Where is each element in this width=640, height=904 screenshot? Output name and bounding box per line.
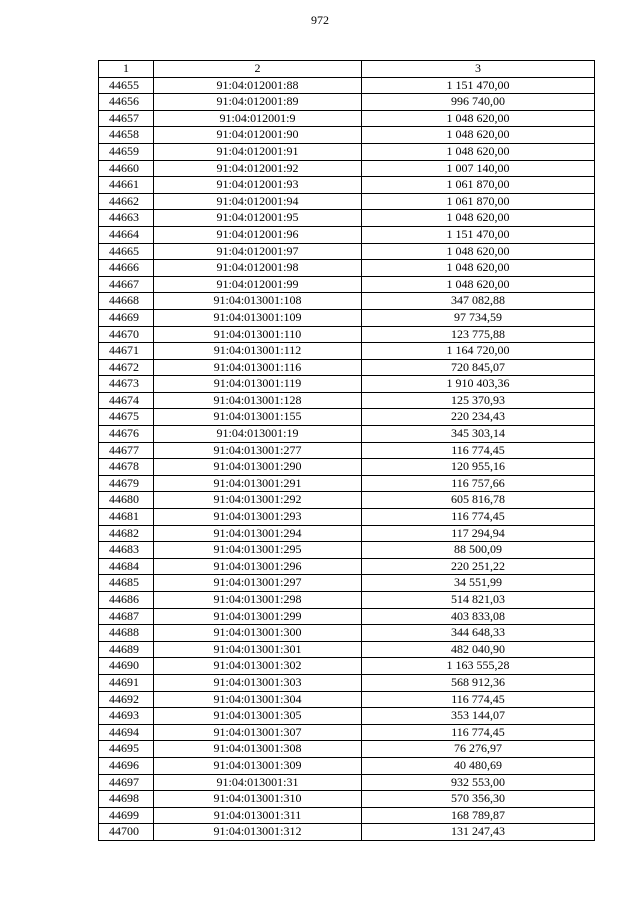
row-number-cell: 44657	[99, 110, 154, 127]
cadastral-number-cell: 91:04:012001:93	[154, 177, 362, 194]
table-row	[99, 77, 595, 94]
cadastral-value-cell: 40 480,69	[362, 757, 595, 774]
row-number-cell: 44693	[99, 708, 154, 725]
cadastral-value-cell: 568 912,36	[362, 674, 595, 691]
table-row	[99, 542, 595, 559]
row-number-cell: 44697	[99, 774, 154, 791]
row-number-cell: 44676	[99, 426, 154, 443]
cadastral-number-cell: 91:04:013001:277	[154, 442, 362, 459]
cadastral-value-cell: 570 356,30	[362, 791, 595, 808]
cadastral-value-cell: 996 740,00	[362, 94, 595, 111]
row-number-cell: 44658	[99, 127, 154, 144]
row-number-cell: 44674	[99, 392, 154, 409]
table-row	[99, 475, 595, 492]
column-header-3: 3	[362, 61, 595, 78]
cadastral-number-cell: 91:04:012001:91	[154, 143, 362, 160]
cadastral-value-cell: 932 553,00	[362, 774, 595, 791]
table-row	[99, 276, 595, 293]
row-number-cell: 44683	[99, 542, 154, 559]
table-row	[99, 641, 595, 658]
cadastral-value-cell: 220 251,22	[362, 558, 595, 575]
cadastral-value-cell: 514 821,03	[362, 592, 595, 609]
row-number-cell: 44670	[99, 326, 154, 343]
row-number-cell: 44691	[99, 674, 154, 691]
cadastral-number-cell: 91:04:012001:98	[154, 260, 362, 277]
cadastral-number-cell: 91:04:013001:110	[154, 326, 362, 343]
table-body	[99, 77, 595, 840]
cadastral-value-cell: 1 048 620,00	[362, 260, 595, 277]
cadastral-value-cell: 1 048 620,00	[362, 243, 595, 260]
table-row	[99, 309, 595, 326]
cadastral-number-cell: 91:04:013001:294	[154, 525, 362, 542]
row-number-cell: 44681	[99, 509, 154, 526]
cadastral-number-cell: 91:04:013001:301	[154, 641, 362, 658]
row-number-cell: 44679	[99, 475, 154, 492]
cadastral-value-cell: 1 910 403,36	[362, 376, 595, 393]
cadastral-number-cell: 91:04:013001:302	[154, 658, 362, 675]
row-number-cell: 44699	[99, 807, 154, 824]
cadastral-number-cell: 91:04:013001:296	[154, 558, 362, 575]
cadastral-number-cell: 91:04:013001:298	[154, 592, 362, 609]
cadastral-value-cell: 76 276,97	[362, 741, 595, 758]
table-row	[99, 741, 595, 758]
cadastral-value-cell: 605 816,78	[362, 492, 595, 509]
cadastral-number-cell: 91:04:012001:88	[154, 77, 362, 94]
table-row	[99, 110, 595, 127]
cadastral-value-cell: 1 061 870,00	[362, 177, 595, 194]
cadastral-number-cell: 91:04:012001:99	[154, 276, 362, 293]
cadastral-value-cell: 1 163 555,28	[362, 658, 595, 675]
cadastral-value-cell: 1 048 620,00	[362, 276, 595, 293]
table-row	[99, 509, 595, 526]
row-number-cell: 44687	[99, 608, 154, 625]
cadastral-value-cell: 97 734,59	[362, 309, 595, 326]
row-number-cell: 44675	[99, 409, 154, 426]
row-number-cell: 44689	[99, 641, 154, 658]
row-number-cell: 44669	[99, 309, 154, 326]
table-row	[99, 260, 595, 277]
row-number-cell: 44692	[99, 691, 154, 708]
cadastral-value-cell: 116 757,66	[362, 475, 595, 492]
cadastral-number-cell: 91:04:013001:112	[154, 343, 362, 360]
row-number-cell: 44695	[99, 741, 154, 758]
table-row	[99, 326, 595, 343]
table-row	[99, 359, 595, 376]
table-row	[99, 724, 595, 741]
cadastral-value-cell: 403 833,08	[362, 608, 595, 625]
cadastral-number-cell: 91:04:013001:295	[154, 542, 362, 559]
table-row	[99, 807, 595, 824]
cadastral-value-cell: 344 648,33	[362, 625, 595, 642]
cadastral-value-cell: 116 774,45	[362, 724, 595, 741]
row-number-cell: 44666	[99, 260, 154, 277]
table-row	[99, 226, 595, 243]
row-number-cell: 44685	[99, 575, 154, 592]
column-header-1: 1	[99, 61, 154, 78]
table-header-row	[99, 61, 595, 78]
row-number-cell: 44655	[99, 77, 154, 94]
cadastral-value-cell: 1 048 620,00	[362, 127, 595, 144]
cadastral-value-cell: 1 151 470,00	[362, 77, 595, 94]
cadastral-value-cell: 88 500,09	[362, 542, 595, 559]
table-row	[99, 558, 595, 575]
table-row	[99, 625, 595, 642]
table-row	[99, 658, 595, 675]
row-number-cell: 44663	[99, 210, 154, 227]
table-row	[99, 774, 595, 791]
cadastral-value-cell: 116 774,45	[362, 691, 595, 708]
cadastral-value-cell: 120 955,16	[362, 459, 595, 476]
table-row	[99, 442, 595, 459]
cadastral-number-cell: 91:04:013001:309	[154, 757, 362, 774]
cadastral-number-cell: 91:04:013001:19	[154, 426, 362, 443]
table-row	[99, 608, 595, 625]
table-row	[99, 409, 595, 426]
cadastral-number-cell: 91:04:013001:292	[154, 492, 362, 509]
table-row	[99, 210, 595, 227]
cadastral-value-cell: 1 007 140,00	[362, 160, 595, 177]
cadastral-value-cell: 1 048 620,00	[362, 210, 595, 227]
table-row	[99, 824, 595, 841]
cadastral-value-cell: 1 061 870,00	[362, 193, 595, 210]
cadastral-value-cell: 345 303,14	[362, 426, 595, 443]
cadastral-value-cell: 123 775,88	[362, 326, 595, 343]
cadastral-number-cell: 91:04:013001:299	[154, 608, 362, 625]
row-number-cell: 44671	[99, 343, 154, 360]
table-row	[99, 94, 595, 111]
table-row	[99, 492, 595, 509]
row-number-cell: 44680	[99, 492, 154, 509]
cadastral-value-cell: 347 082,88	[362, 293, 595, 310]
row-number-cell: 44688	[99, 625, 154, 642]
cadastral-value-cell: 1 048 620,00	[362, 143, 595, 160]
cadastral-number-cell: 91:04:012001:96	[154, 226, 362, 243]
cadastral-value-table	[98, 60, 595, 841]
cadastral-number-cell: 91:04:013001:305	[154, 708, 362, 725]
table-row	[99, 376, 595, 393]
row-number-cell: 44690	[99, 658, 154, 675]
cadastral-value-cell: 116 774,45	[362, 509, 595, 526]
table-row	[99, 160, 595, 177]
row-number-cell: 44682	[99, 525, 154, 542]
row-number-cell: 44698	[99, 791, 154, 808]
cadastral-value-cell: 220 234,43	[362, 409, 595, 426]
cadastral-number-cell: 91:04:013001:308	[154, 741, 362, 758]
row-number-cell: 44673	[99, 376, 154, 393]
row-number-cell: 44696	[99, 757, 154, 774]
cadastral-number-cell: 91:04:013001:304	[154, 691, 362, 708]
table-row	[99, 592, 595, 609]
cadastral-number-cell: 91:04:012001:90	[154, 127, 362, 144]
cadastral-number-cell: 91:04:013001:109	[154, 309, 362, 326]
cadastral-number-cell: 91:04:012001:92	[154, 160, 362, 177]
table-row	[99, 791, 595, 808]
cadastral-number-cell: 91:04:013001:293	[154, 509, 362, 526]
cadastral-number-cell: 91:04:013001:128	[154, 392, 362, 409]
table-row	[99, 177, 595, 194]
cadastral-number-cell: 91:04:013001:108	[154, 293, 362, 310]
cadastral-number-cell: 91:04:013001:119	[154, 376, 362, 393]
row-number-cell: 44668	[99, 293, 154, 310]
table-row	[99, 525, 595, 542]
cadastral-value-cell: 1 164 720,00	[362, 343, 595, 360]
page-number: 972	[311, 13, 329, 27]
row-number-cell: 44656	[99, 94, 154, 111]
cadastral-value-cell: 482 040,90	[362, 641, 595, 658]
table-row	[99, 459, 595, 476]
table-row	[99, 426, 595, 443]
row-number-cell: 44686	[99, 592, 154, 609]
table-row	[99, 127, 595, 144]
cadastral-number-cell: 91:04:013001:307	[154, 724, 362, 741]
cadastral-number-cell: 91:04:013001:297	[154, 575, 362, 592]
row-number-cell: 44661	[99, 177, 154, 194]
cadastral-value-cell: 720 845,07	[362, 359, 595, 376]
cadastral-number-cell: 91:04:013001:116	[154, 359, 362, 376]
cadastral-number-cell: 91:04:013001:311	[154, 807, 362, 824]
column-header-2: 2	[154, 61, 362, 78]
cadastral-number-cell: 91:04:012001:95	[154, 210, 362, 227]
table-row	[99, 691, 595, 708]
cadastral-number-cell: 91:04:013001:31	[154, 774, 362, 791]
cadastral-value-cell: 116 774,45	[362, 442, 595, 459]
cadastral-number-cell: 91:04:013001:290	[154, 459, 362, 476]
table-row	[99, 575, 595, 592]
row-number-cell: 44660	[99, 160, 154, 177]
cadastral-number-cell: 91:04:013001:312	[154, 824, 362, 841]
cadastral-number-cell: 91:04:013001:303	[154, 674, 362, 691]
cadastral-number-cell: 91:04:012001:97	[154, 243, 362, 260]
table-row	[99, 243, 595, 260]
cadastral-value-cell: 353 144,07	[362, 708, 595, 725]
row-number-cell: 44678	[99, 459, 154, 476]
row-number-cell: 44684	[99, 558, 154, 575]
cadastral-number-cell: 91:04:012001:94	[154, 193, 362, 210]
table-row	[99, 293, 595, 310]
row-number-cell: 44672	[99, 359, 154, 376]
row-number-cell: 44694	[99, 724, 154, 741]
cadastral-number-cell: 91:04:013001:300	[154, 625, 362, 642]
table-row	[99, 708, 595, 725]
row-number-cell: 44677	[99, 442, 154, 459]
table-row	[99, 143, 595, 160]
table-row	[99, 757, 595, 774]
row-number-cell: 44665	[99, 243, 154, 260]
cadastral-value-cell: 1 151 470,00	[362, 226, 595, 243]
row-number-cell: 44659	[99, 143, 154, 160]
row-number-cell: 44667	[99, 276, 154, 293]
table-row	[99, 343, 595, 360]
table-row	[99, 392, 595, 409]
cadastral-number-cell: 91:04:012001:9	[154, 110, 362, 127]
cadastral-value-cell: 131 247,43	[362, 824, 595, 841]
cadastral-value-cell: 125 370,93	[362, 392, 595, 409]
table-row	[99, 674, 595, 691]
cadastral-value-cell: 1 048 620,00	[362, 110, 595, 127]
cadastral-value-cell: 34 551,99	[362, 575, 595, 592]
cadastral-number-cell: 91:04:012001:89	[154, 94, 362, 111]
cadastral-number-cell: 91:04:013001:310	[154, 791, 362, 808]
cadastral-value-cell: 117 294,94	[362, 525, 595, 542]
row-number-cell: 44700	[99, 824, 154, 841]
cadastral-value-cell: 168 789,87	[362, 807, 595, 824]
cadastral-number-cell: 91:04:013001:155	[154, 409, 362, 426]
row-number-cell: 44664	[99, 226, 154, 243]
row-number-cell: 44662	[99, 193, 154, 210]
cadastral-number-cell: 91:04:013001:291	[154, 475, 362, 492]
table-row	[99, 193, 595, 210]
